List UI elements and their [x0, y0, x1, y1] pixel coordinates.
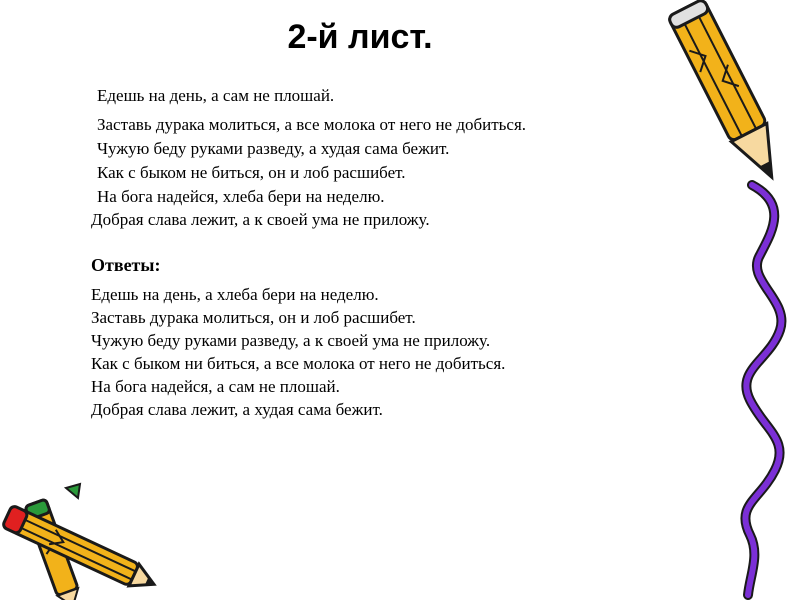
- answer-line: Добрая слава лежит, а худая сама бежит.: [91, 400, 383, 419]
- answer-line: Заставь дурака молиться, он и лоб расшибет.: [91, 308, 416, 327]
- crayon-red-icon: [2, 505, 159, 595]
- crayon-tip-icon: [66, 484, 80, 498]
- answer-line: Как с быком ни биться, а все молока от него не добиться.: [91, 354, 506, 373]
- proverb-line: Добрая слава лежит, а к своей ума не приложу.: [91, 210, 430, 229]
- proverb-line: Чужую беду руками разведу, а худая сама бежит.: [97, 139, 450, 158]
- proverb-line: Едешь на день, а сам не плошай.: [97, 86, 335, 105]
- pencil-icon: [668, 0, 790, 186]
- answers-heading: Ответы:: [91, 255, 161, 275]
- pencil-ribbon-clipart: [640, 0, 800, 600]
- proverb-line: На бога надейся, хлеба бери на неделю.: [97, 187, 385, 206]
- proverb-line: Как с быком не биться, он и лоб расшибет.: [97, 163, 406, 182]
- proverb-line: Заставь дурака молиться, а все молока от него не добиться.: [97, 115, 527, 134]
- answer-line: Чужую беду руками разведу, а к своей ума не приложу.: [91, 331, 491, 350]
- page-title: 2-й лист.: [287, 18, 433, 56]
- answer-line: На бога надейся, а сам не плошай.: [91, 377, 340, 396]
- answer-line: Едешь на день, а хлеба бери на неделю.: [91, 285, 379, 304]
- crossed-pencils-clipart: [0, 480, 170, 600]
